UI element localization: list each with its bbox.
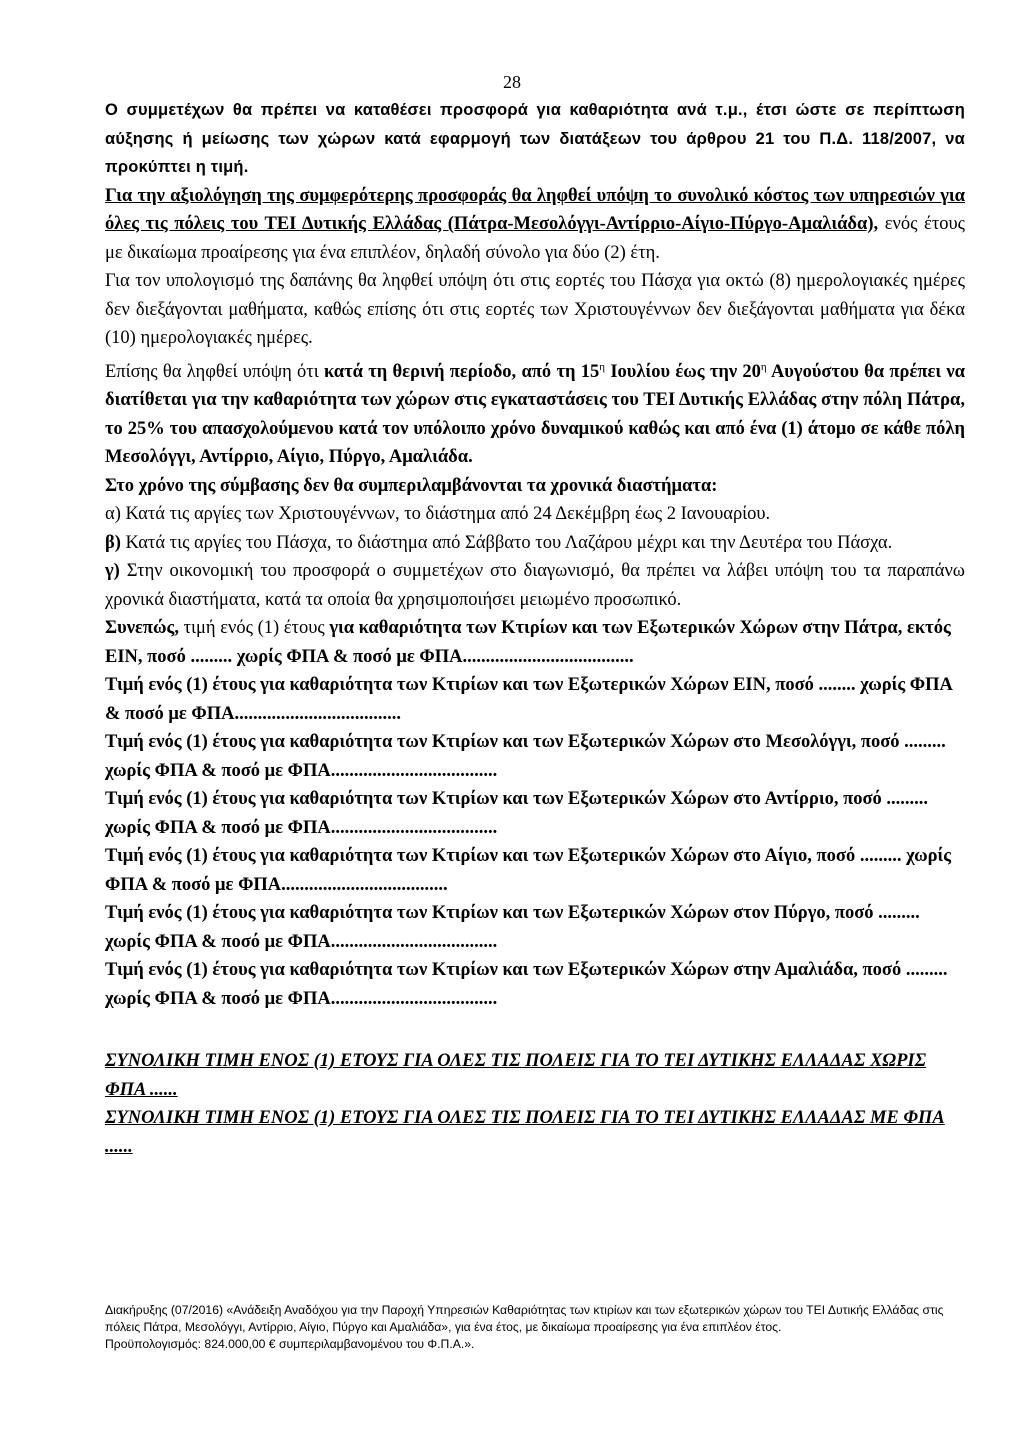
price-mesolongi: Τιμή ενός (1) έτους για καθαριότητα των Κτιρίων και των Εξωτερικών Χώρων στο Μεσολόγγι, ποσό ......... χωρίς ΦΠΑ & ποσό με ΦΠΑ.................................... bbox=[105, 732, 946, 781]
price-ein: Τιμή ενός (1) έτους για καθαριότητα των Κτιρίων και των Εξωτερικών Χώρων ΕΙΝ, ποσό ........ χωρίς ΦΠΑ & ποσό με ΦΠΑ.................................... bbox=[105, 675, 952, 724]
price-amaliada: Τιμή ενός (1) έτους για καθαριότητα των Κτιρίων και των Εξωτερικών Χώρων στην Αμαλιάδα, ποσό ......... χωρίς ΦΠΑ & ποσό με ΦΠΑ.................................... bbox=[105, 960, 948, 1009]
summary-without-vat: ΣΥΝΟΛΙΚΗ ΤΙΜΗ ΕΝΟΣ (1) ΕΤΟΥΣ ΓΙΑ ΟΛΕΣ ΤΙΣ ΠΟΛΕΙΣ ΓΙΑ ΤΟ ΤΕΙ ΔΥΤΙΚΗΣ ΕΛΛΑΔΑΣ ΧΩΡΙΣ ΦΠΑ ...... bbox=[105, 1051, 927, 1100]
footer-line2: Προϋπολογισμός: 824.000,00 € συμπεριλαμβανομένου του Φ.Π.Α.». bbox=[105, 1337, 475, 1351]
contract-period-heading: Στο χρόνο της σύμβασης δεν θα συμπεριλαμβάνονται τα χρονικά διαστήματα: bbox=[105, 475, 718, 496]
contract-period-a: α) Κατά τις αργίες των Χριστουγέννων, το διάστημα από 24 Δεκέμβρη έως 2 Ιανουαρίου. bbox=[105, 504, 771, 525]
page-number: 28 bbox=[503, 72, 521, 92]
summer-paragraph: Επίσης θα ληφθεί υπόψη ότι κατά τη θερινή περίοδο, από τη $15^\eta$ Ιουλίου έως την $20^\eta$ Αυγούστου θα πρέπει να διατίθεται για την καθαριότητα των χώρων στις εγκαταστάσεις του ΤΕΙ Δυτικής Ελλάδας στην πόλη Πάτρα, το 25% του απασχολούμενου κατά τον υπόλοιπο χρόνο δυναμικού καθώς και από ένα (1) άτομο σε κάθε πόλη Μεσολόγγι, Αντίρριο, Αίγιο, Πύργο, Αμαλιάδα. bbox=[105, 360, 965, 468]
evaluation-rest: ενός έτους με δικαίωμα προαίρεσης για ένα επιπλέον, δηλαδή σύνολο για δύο (2) έτη. bbox=[105, 214, 965, 263]
evaluation-paragraph bbox=[105, 182, 965, 268]
intro-paragraph: Ο συμμετέχων θα πρέπει να καταθέσει προσφορά για καθαριότητα ανά τ.μ., έτσι ώστε σε περίπτωση αύξησης ή μείωσης των χώρων κατά εφαρμογή των διατάξεων του άρθρου 21 του Π.Δ. 118/2007, να προκύπτει η τιμή. bbox=[105, 101, 965, 176]
summary-with-vat: ΣΥΝΟΛΙΚΗ ΤΙΜΗ ΕΝΟΣ (1) ΕΤΟΥΣ ΓΙΑ ΟΛΕΣ ΤΙΣ ΠΟΛΕΙΣ ΓΙΑ ΤΟ ΤΕΙ ΔΥΤΙΚΗΣ ΕΛΛΑΔΑΣ ΜΕ ΦΠΑ ...... bbox=[105, 1108, 945, 1157]
holidays-paragraph: Για τον υπολογισμό της δαπάνης θα ληφθεί υπόψη ότι στις εορτές του Πάσχα για οκτώ (8) ημερολογιακές ημέρες δεν διεξάγονται μαθήματα, καθώς επίσης ότι στις εορτές των Χριστουγέννων δεν διεξάγονται μαθήματα για δέκα (10) ημερολογιακές ημέρες. bbox=[105, 271, 965, 348]
footer-line1: Διακήρυξης (07/2016) «Ανάδειξη Αναδόχου για την Παροχή Υπηρεσιών Καθαριότητας των κτιρίων και των εξωτερικών χώρων του ΤΕΙ Δυτικής Ελλάδας στις πόλεις Πάτρα, Μεσολόγγι, Αντίρριο, Αίγιο, Πύργο και Αμαλιάδα», για ένα έτος, με δικαίωμα προαίρεσης για ένα επιπλέον έτος. bbox=[105, 1303, 944, 1334]
price-pyrgos: Τιμή ενός (1) έτους για καθαριότητα των Κτιρίων και των Εξωτερικών Χώρων στον Πύργο, ποσό ......... χωρίς ΦΠΑ & ποσό με ΦΠΑ.................................... bbox=[105, 903, 920, 952]
summary-block bbox=[105, 1047, 965, 1161]
price-antirrio: Τιμή ενός (1) έτους για καθαριότητα των Κτιρίων και των Εξωτερικών Χώρων στο Αντίρριο, ποσό ......... χωρίς ΦΠΑ & ποσό με ΦΠΑ.................................... bbox=[105, 789, 929, 838]
price-aigio: Τιμή ενός (1) έτους για καθαριότητα των Κτιρίων και των Εξωτερικών Χώρων στο Αίγιο, ποσό ......... χωρίς ΦΠΑ & ποσό με ΦΠΑ.................................... bbox=[105, 846, 952, 895]
contract-period-c: γ) Στην οικονομική του προσφορά ο συμμετέχων στο διαγωνισμό, θα πρέπει να λάβει υπόψη του τα παραπάνω χρονικά διαστήματα, κατά τα οποία θα χρησιμοποιήσει μειωμένο προσωπικό. bbox=[105, 561, 965, 610]
page-footer bbox=[105, 1302, 965, 1353]
contract-period-b: β) Κατά τις αργίες του Πάσχα, το διάστημα από Σάββατο του Λαζάρου μέχρι και την Δευτέρα του Πάσχα. bbox=[105, 532, 893, 553]
document-body bbox=[105, 96, 965, 1161]
price-patra: Συνεπώς, τιμή ενός (1) έτους για καθαριότητα των Κτιρίων και των Εξωτερικών Χώρων στην Πάτρα, εκτός ΕΙΝ, ποσό ......... χωρίς ΦΠΑ & ποσό με ΦΠΑ..................................... bbox=[105, 618, 951, 667]
evaluation-underlined: Για την αξιολόγηση της συμφερότερης προσφοράς θα ληφθεί υπόψη το συνολικό κόστος των υπηρεσιών για όλες τις πόλεις του ΤΕΙ Δυτικής Ελλάδας (Πάτρα-Μεσολόγγι-Αντίρριο-Αίγιο-Πύργο-Αμαλιάδα), bbox=[105, 185, 965, 234]
